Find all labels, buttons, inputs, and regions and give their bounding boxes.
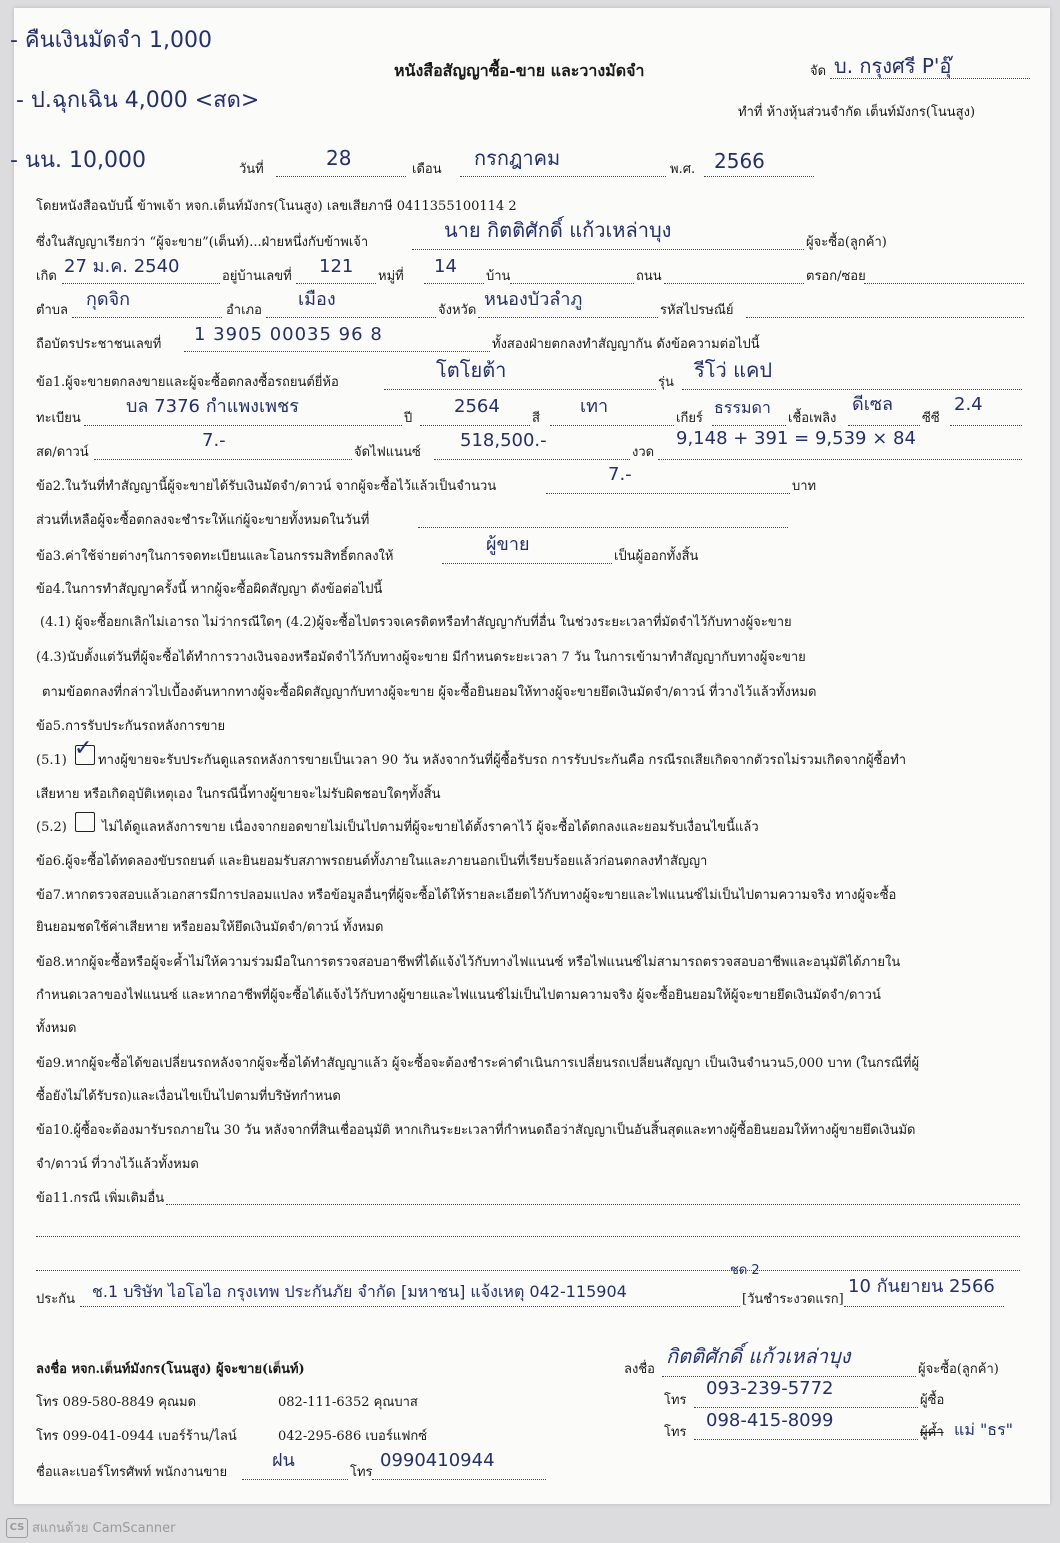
place: ทำที่ ห้างหุ้นส่วนจำกัด เต็นท์มังกร(โนนสูง)	[738, 105, 976, 120]
house-value: 121	[319, 256, 354, 277]
cc-label: ซีซี	[922, 411, 940, 426]
other-role: แม่ "ธร"	[954, 1420, 1014, 1439]
installment-line	[658, 459, 1022, 460]
installment-label: งวด	[632, 445, 655, 460]
clause3-text: ข้อ3.ค่าใช้จ่ายต่างๆในการจดทะเบียนและโอนกรรมสิทธิ์ตกลงให้	[36, 549, 394, 564]
car-color: เทา	[580, 396, 609, 417]
day-line	[276, 176, 406, 177]
plate-label: ทะเบียน	[36, 411, 81, 426]
clause4-3a: (4.3)นับตั้งแต่วันที่ผู้จะซื้อได้ทำการวางเงินจองหรือมัดจำไว้กับทางผู้จะขาย มีกำหนดระยะเวลา 7 วัน ในการเข้ามาทำสัญญากับทางผู้จะขาย	[36, 650, 806, 665]
clause4: ข้อ4.ในการทำสัญญาครั้งนี้ หากผู้จะซื้อผิดสัญญา ดังข้อต่อไปนี้	[36, 582, 383, 597]
car-cc: 2.4	[954, 394, 983, 415]
jad-value: บ. กรุงศรี P'อุ๊	[834, 54, 952, 78]
clause2-remain-line	[418, 527, 788, 528]
check-mark-icon: ✓	[74, 736, 93, 761]
staff-tel: 0990410944	[380, 1450, 495, 1471]
year-value: 2566	[714, 149, 765, 173]
month-value: กรกฎาคม	[474, 146, 561, 170]
clause2-remain: ส่วนที่เหลือผู้จะซื้อตกลงจะชำระให้แก่ผู้จะขายทั้งหมดในวันที่	[36, 513, 370, 528]
insurance-value: ช.1 บริษัท ไอโอไอ กรุงเทพ ประกันภัย จำกัด [มหาชน] แจ้งเหตุ 042-115904	[92, 1282, 627, 1301]
due-label: [วันชำระงวดแรก]	[742, 1292, 844, 1307]
born-value: 27 ม.ค. 2540	[64, 256, 180, 277]
insurance-line	[80, 1306, 740, 1307]
intro-text: โดยหนังสือฉบับนี้ ข้าพเจ้า หจก.เต็นท์มังกร(โนนสูง) เลขเสียภาษี 0411355100114 2	[36, 199, 517, 214]
color-line	[550, 425, 674, 426]
clause3-line	[442, 563, 612, 564]
amphoe-label: อำเภอ	[226, 303, 262, 318]
cash-line	[94, 459, 352, 460]
clause10a: ข้อ10.ผู้ซื้อจะต้องมารับรถภายใน 30 วัน หลังจากที่สินเชื่ออนุมัติ หากเกินระยะเวลาที่กำหนดถือว่าสัญญาเป็นอันสิ้นสุดและทางผู้ซื้อยินยอมให้ทางผู้ขายยึดเงินมัด	[36, 1123, 916, 1138]
document-title: หนังสือสัญญาซื้อ-ขาย และวางมัดจำ	[394, 61, 645, 80]
year-label: พ.ศ.	[670, 162, 696, 177]
clause2-amount: 7.-	[608, 464, 632, 485]
village-line	[510, 283, 634, 284]
tel1: โทร 089-580-8849 คุณมด	[36, 1395, 197, 1410]
soi-line	[864, 283, 1024, 284]
car-model: รีโว่ แคป	[694, 358, 773, 382]
clause3-payer: ผู้ขาย	[486, 534, 530, 555]
tel4: 042-295-686 เบอร์แฟกซ์	[278, 1429, 428, 1444]
clause8b: กำหนดเวลาของไฟแนนซ์ และหากอาชีพที่ผู้จะซื้อได้แจ้งไว้กับทางผู้ขายและไฟแนนซ์ไม่เป็นไปตามความจริง ผู้จะซื้อยินยอมให้ผู้จะขายยึดเงินมัดจำ/ดาวน์	[36, 988, 881, 1003]
buyer-name-line	[412, 249, 804, 250]
finance-value: 518,500.-	[460, 430, 547, 451]
buyer-sign-role: ผู้จะซื้อ(ลูกค้า)	[918, 1362, 999, 1377]
province-line	[478, 317, 658, 318]
other-role-struck: ผู้ค้ำ	[920, 1425, 944, 1440]
clause1-text: ข้อ1.ผู้จะขายตกลงขายและผู้จะซื้อตกลงซื้อรถยนต์ยี่ห้อ	[36, 375, 339, 390]
clause5-1-num: (5.1)	[36, 753, 67, 768]
scanner-footer	[6, 1517, 175, 1538]
car-brand: โตโยต้า	[436, 358, 507, 382]
road-label: ถนน	[636, 269, 662, 284]
buyer-name: นาย กิตติศักดิ์ แก้วเหล่าบุง	[444, 218, 672, 242]
clause5: ข้อ5.การรับประกันรถหลังการขาย	[36, 719, 226, 734]
clause2-line	[546, 493, 790, 494]
clause11-line-3	[36, 1270, 1020, 1271]
id-label: ถือบัตรประชาชนเลขที่	[36, 337, 162, 352]
car-year: 2564	[454, 396, 500, 417]
jad-line	[830, 78, 1030, 79]
clause5-1a: ทางผู้ขายจะรับประกันดูแลรถหลังการขายเป็นเวลา 90 วัน หลังจากวันที่ผู้ซื้อรับรถ การรับประกันคือ กรณีรถเสียเกิดจากตัวรถไม่รวมเกิดจากผู้ซื้อทำ	[98, 753, 907, 768]
buyer-sign-label: ลงชื่อ	[624, 1362, 655, 1377]
seller-sign-label: ลงชื่อ หจก.เต็นท์มังกร(โนนสูง) ผู้จะขาย(เต็นท์)	[36, 1362, 305, 1377]
clause3-suffix: เป็นผู้ออกทั้งสิ้น	[614, 549, 699, 564]
buyer-tel-role: ผู้ซื้อ	[920, 1393, 945, 1408]
buyer-role: ผู้จะซื้อ(ลูกค้า)	[806, 235, 887, 250]
camscanner-logo-icon: CS	[6, 1518, 28, 1538]
id-number: 1 3905 00035 96 8	[194, 324, 383, 345]
brand-line	[384, 389, 656, 390]
amphoe-line	[266, 317, 436, 318]
gear-line	[712, 425, 786, 426]
no-warranty-checkbox[interactable]	[75, 812, 95, 832]
staff-tel-label: โทร	[350, 1465, 373, 1480]
other-tel-line	[694, 1439, 918, 1440]
car-plate: บล 7376 กำแพงเพชร	[126, 396, 299, 417]
installment-value: 9,148 + 391 = 9,539 × 84	[676, 428, 916, 449]
margin-note-1: - คืนเงินมัดจำ 1,000	[10, 28, 212, 53]
moo-line	[424, 283, 484, 284]
year-label-car: ปี	[404, 411, 413, 426]
fuel-line	[848, 425, 920, 426]
car-gear: ธรรมดา	[714, 398, 771, 417]
buyer-tel-line	[694, 1407, 918, 1408]
other-tel-label: โทร	[664, 1425, 687, 1440]
cc-line	[950, 425, 1022, 426]
scanner-text: สแกนด้วย CamScanner	[32, 1521, 176, 1536]
house-label: อยู่บ้านเลขที่	[222, 269, 292, 284]
cash-label: สด/ดาวน์	[36, 445, 89, 460]
born-line	[62, 283, 220, 284]
clause2-unit: บาท	[792, 479, 817, 494]
clause10b: จำ/ดาวน์ ที่วางไว้แล้วทั้งหมด	[36, 1157, 199, 1172]
buyer-tel-label: โทร	[664, 1393, 687, 1408]
clause6: ข้อ6.ผู้จะซื้อได้ทดลองขับรถยนต์ และยินยอมรับสภาพรถยนต์ทั้งภายในและภายนอกเป็นที่เรียบร้อยแล้วก่อนตกลงทำสัญญา	[36, 854, 708, 869]
id-suffix: ทั้งสองฝ่ายตกลงทำสัญญากัน ดังข้อความต่อไปนี้	[492, 337, 760, 352]
staff-name: ฝน	[272, 1450, 295, 1471]
insurance-label: ประกัน	[36, 1292, 75, 1307]
tambon-line	[72, 317, 222, 318]
clause8a: ข้อ8.หากผู้จะซื้อหรือผู้จะค้ำไม่ให้ความร่วมมือในการตรวจสอบอาชีพที่ได้แจ้งไว้กับทางไฟแนนซ์ หรือไฟแนนซ์ไม่สามารถตรวจสอบอาชีพและอนุมัติได้ภายใน	[36, 955, 901, 970]
clause9b: ซื้อยังไม่ได้รับรถ)และเงื่อนไขเป็นไปตามที่บริษัทกำหนด	[36, 1089, 341, 1104]
province-value: หนองบัวลำภู	[484, 289, 583, 310]
day-label: วันที่	[239, 162, 264, 177]
soi-label: ตรอก/ซอย	[806, 269, 866, 284]
car-year-line	[420, 425, 530, 426]
buyer-sign-line	[662, 1376, 916, 1377]
house-line	[296, 283, 376, 284]
clause5-2: ไม่ได้ดูแลหลังการขาย เนื่องจากยอดขายไม่เป็นไปตามที่ผู้จะขายได้ตั้งราคาไว้ ผู้จะซื้อได้ตกลงและยอมรับเงื่อนไขนี้แล้ว	[102, 820, 759, 835]
born-label: เกิด	[36, 269, 57, 284]
model-line	[682, 389, 1022, 390]
clause11: ข้อ11.กรณี เพิ่มเติมอื่น	[36, 1191, 165, 1206]
amphoe-value: เมือง	[298, 289, 336, 310]
staff-name-line	[242, 1479, 348, 1480]
postcode-line	[746, 317, 1024, 318]
color-label: สี	[532, 411, 540, 426]
clause4-1: (4.1) ผู้จะซื้อยกเลิกไม่เอารถ ไม่ว่ากรณีใดๆ (4.2)ผู้จะซื้อไปตรวจเครดิตหรือทำสัญญากับที่อื่น ในช่วงระยะเวลาที่มัดจำไว้กับทางผู้จะขาย	[40, 615, 792, 630]
margin-note-2: - ป.ฉุกเฉิน 4,000 <สด>	[16, 88, 260, 113]
clause5-2-num: (5.2)	[36, 820, 67, 835]
staff-tel-line	[372, 1479, 546, 1480]
due-value: 10 กันยายน 2566	[848, 1276, 995, 1297]
tel3: โทร 099-041-0944 เบอร์ร้าน/ไลน์	[36, 1429, 237, 1444]
clause8c: ทั้งหมด	[36, 1021, 77, 1036]
postcode-label: รหัสไปรษณีย์	[660, 303, 734, 318]
contract-document	[10, 8, 1050, 1504]
clause5-1b: เสียหาย หรือเกิดอุบัติเหตุเอง ในกรณีนี้ทางผู้ขายจะไม่รับผิดชอบใดๆทั้งสิ้น	[36, 787, 441, 802]
seller-label: ซึ่งในสัญญาเรียกว่า “ผู้จะขาย”(เต็นท์)...ฝ่ายหนึ่งกับข้าพเจ้า	[36, 235, 369, 250]
tel2: 082-111-6352 คุณบาส	[278, 1395, 418, 1410]
clause11-line-2	[36, 1236, 1020, 1237]
fuel-label: เชื้อเพลิง	[788, 411, 837, 426]
province-label: จังหวัด	[438, 303, 477, 318]
village-label: บ้าน	[486, 269, 511, 284]
moo-label: หมู่ที่	[378, 269, 404, 284]
gear-label: เกียร์	[676, 411, 703, 426]
buyer-signature: กิตติศักดิ์ แก้วเหล่าบุง	[666, 1344, 851, 1368]
clause7b: ยินยอมชดใช้ค่าเสียหาย หรือยอมให้ยึดเงินมัดจำ/ดาวน์ ทั้งหมด	[36, 920, 384, 935]
other-tel: 098-415-8099	[706, 1410, 834, 1431]
month-label: เดือน	[412, 162, 442, 177]
model-label: รุ่น	[658, 375, 674, 390]
clause2-text: ข้อ2.ในวันที่ทำสัญญานี้ผู้จะขายได้รับเงินมัดจำ/ดาวน์ จากผู้จะซื้อไว้แล้วเป็นจำนวน	[36, 479, 497, 494]
buyer-tel: 093-239-5772	[706, 1378, 834, 1399]
finance-line	[434, 459, 630, 460]
cash-value: 7.-	[202, 430, 226, 451]
plate-line	[84, 425, 402, 426]
clause11-line-1	[166, 1204, 1020, 1205]
id-line	[184, 351, 490, 352]
tambon-label: ตำบล	[36, 303, 68, 318]
staff-label: ชื่อและเบอร์โทรศัพท์ พนักงานขาย	[36, 1465, 228, 1480]
moo-value: 14	[434, 256, 457, 277]
clause4-3b: ตามข้อตกลงที่กล่าวไปเบื้องต้นหากทางผู้จะซื้อผิดสัญญากับทางผู้จะขาย ผู้จะซื้อยินยอมให้ทางผู้จะขายยึดเงินมัดจำ/ดาวน์ ที่วางไว้แล้วทั้งหมด	[42, 685, 817, 700]
tambon-value: กุดจิก	[86, 289, 131, 310]
due-line	[844, 1306, 1004, 1307]
clause7a: ข้อ7.หากตรวจสอบแล้วเอกสารมีการปลอมแปลง หรือข้อมูลอื่นๆที่ผู้จะซื้อได้ให้รายละเอียดไว้กับทางผู้จะขายและไฟแนนซ์ไม่เป็นไปตามความจริง ทางผู้จะซื้อ	[36, 888, 897, 903]
jad-label: จัด	[810, 64, 827, 79]
insurance-note: ชด 2	[730, 1263, 760, 1278]
road-line	[664, 283, 804, 284]
month-line	[460, 176, 666, 177]
car-fuel: ดีเซล	[852, 394, 894, 415]
margin-note-3: - นน. 10,000	[10, 148, 146, 173]
finance-label: จัดไฟแนนซ์	[354, 445, 421, 460]
year-line	[704, 176, 814, 177]
day-value: 28	[326, 146, 352, 170]
clause9a: ข้อ9.หากผู้จะซื้อได้ขอเปลี่ยนรถหลังจากผู้จะซื้อได้ทำสัญญาแล้ว ผู้จะซื้อจะต้องชำระค่าดำเนินการเปลี่ยนรถเปลี่ยนสัญญา เป็นเงินจำนวน5,000 บาท (ในกรณีที่ผู้	[36, 1056, 920, 1071]
